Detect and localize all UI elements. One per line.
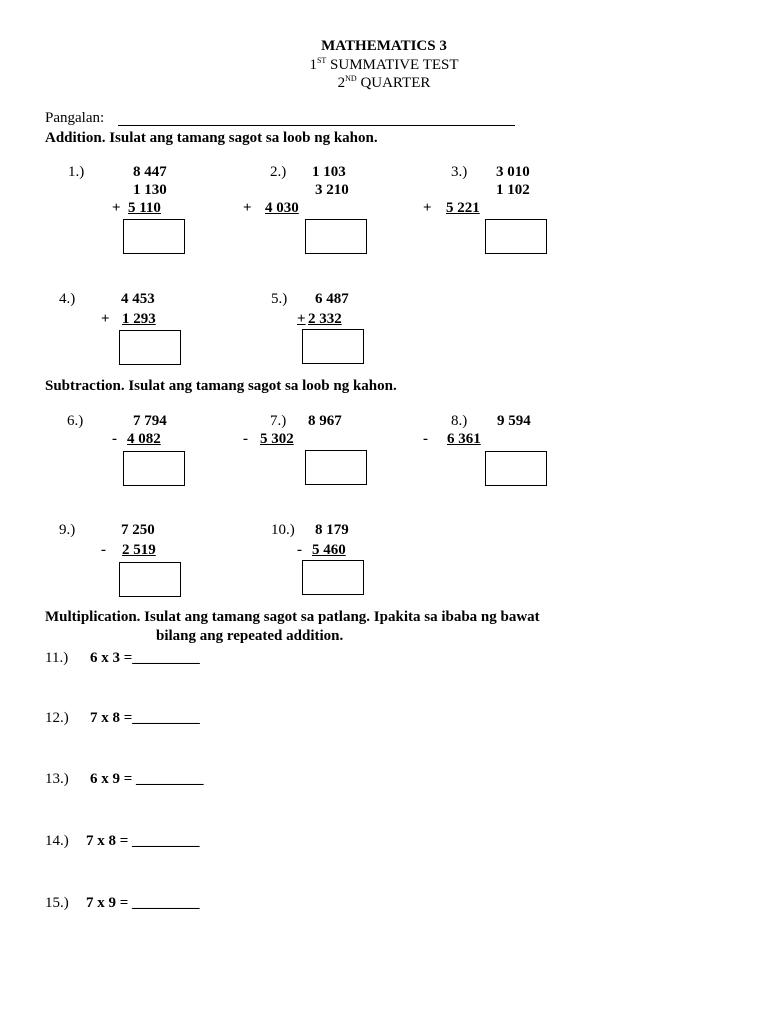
problem-label: 2.) [270, 164, 287, 180]
minus-sign: - [297, 542, 302, 558]
addend: 3 010 [496, 164, 530, 180]
addend: 8 447 [133, 164, 167, 180]
problem-label: 6.) [67, 413, 84, 429]
minuend: 7 250 [121, 522, 155, 538]
problem-label: 1.) [68, 164, 85, 180]
test-subtitle [0, 56, 768, 74]
problem-label: 11.) [45, 650, 69, 666]
addend-last: 1 293 [122, 311, 156, 327]
addend: 3 210 [315, 182, 349, 198]
addend-last: 2 332 [308, 311, 342, 327]
problem-label: 13.) [45, 771, 69, 787]
multiplication-expression[interactable]: 7 x 9 = _________ [86, 895, 200, 911]
multiplication-expression[interactable]: 7 x 8 = _________ [86, 833, 200, 849]
subtrahend: 4 082 [127, 431, 161, 447]
test-prefix: 1 [309, 57, 317, 73]
minus-sign: - [243, 431, 248, 447]
subtrahend: 2 519 [122, 542, 156, 558]
answer-box[interactable] [119, 562, 181, 597]
minus-sign: - [101, 542, 106, 558]
plus-sign: + [423, 200, 432, 216]
problem-label: 14.) [45, 833, 69, 849]
addition-heading: Addition. Isulat ang tamang sagot sa loob ng kahon. [45, 130, 378, 146]
addend-last: 5 110 [128, 200, 161, 216]
quarter-subtitle [0, 74, 768, 92]
minus-sign: - [423, 431, 428, 447]
answer-box[interactable] [302, 329, 364, 364]
minuend: 8 179 [315, 522, 349, 538]
problem-label: 15.) [45, 895, 69, 911]
page-title: MATHEMATICS 3 [321, 38, 447, 54]
problem-label: 12.) [45, 710, 69, 726]
addend: 1 130 [133, 182, 167, 198]
subtrahend: 6 361 [447, 431, 481, 447]
multiplication-expression[interactable]: 6 x 3 =_________ [90, 650, 200, 666]
answer-box[interactable] [485, 219, 547, 254]
answer-box[interactable] [123, 219, 185, 254]
answer-box[interactable] [485, 451, 547, 486]
subtrahend: 5 460 [312, 542, 346, 558]
addend: 6 487 [315, 291, 349, 307]
subtrahend: 5 302 [260, 431, 294, 447]
answer-box[interactable] [305, 219, 367, 254]
plus-sign: + [243, 200, 252, 216]
problem-label: 10.) [271, 522, 295, 538]
minuend: 9 594 [497, 413, 531, 429]
addend-last: 5 221 [446, 200, 480, 216]
addend: 4 453 [121, 291, 155, 307]
multiplication-expression[interactable]: 6 x 9 = _________ [90, 771, 204, 787]
problem-label: 5.) [271, 291, 288, 307]
minuend: 8 967 [308, 413, 342, 429]
problem-label: 4.) [59, 291, 76, 307]
subtraction-heading: Subtraction. Isulat ang tamang sagot sa loob ng kahon. [45, 378, 397, 394]
minus-sign: - [112, 431, 117, 447]
test-superscript: ST [316, 56, 327, 65]
name-field[interactable] [118, 125, 515, 126]
addend-last: 4 030 [265, 200, 299, 216]
plus-sign: + [297, 311, 306, 327]
addend: 1 102 [496, 182, 530, 198]
problem-label: 9.) [59, 522, 76, 538]
answer-box[interactable] [123, 451, 185, 486]
answer-box[interactable] [302, 560, 364, 595]
problem-label: 3.) [451, 164, 468, 180]
multiplication-expression[interactable]: 7 x 8 =_________ [90, 710, 200, 726]
plus-sign: + [112, 200, 121, 216]
plus-sign: + [101, 311, 110, 327]
quarter-rest: QUARTER [356, 75, 431, 91]
name-label: Pangalan: [45, 110, 105, 126]
problem-label: 7.) [270, 413, 287, 429]
problem-label: 8.) [451, 413, 468, 429]
answer-box[interactable] [119, 330, 181, 365]
quarter-prefix: 2 [337, 75, 346, 91]
multiplication-heading-cont: bilang ang repeated addition. [156, 628, 344, 644]
quarter-superscript: ND [345, 74, 357, 83]
multiplication-heading: Multiplication. Isulat ang tamang sagot sa patlang. Ipakita sa ibaba ng bawat [45, 609, 540, 625]
answer-box[interactable] [305, 450, 367, 485]
addend: 1 103 [312, 164, 346, 180]
minuend: 7 794 [133, 413, 167, 429]
test-rest: SUMMATIVE TEST [326, 57, 459, 73]
